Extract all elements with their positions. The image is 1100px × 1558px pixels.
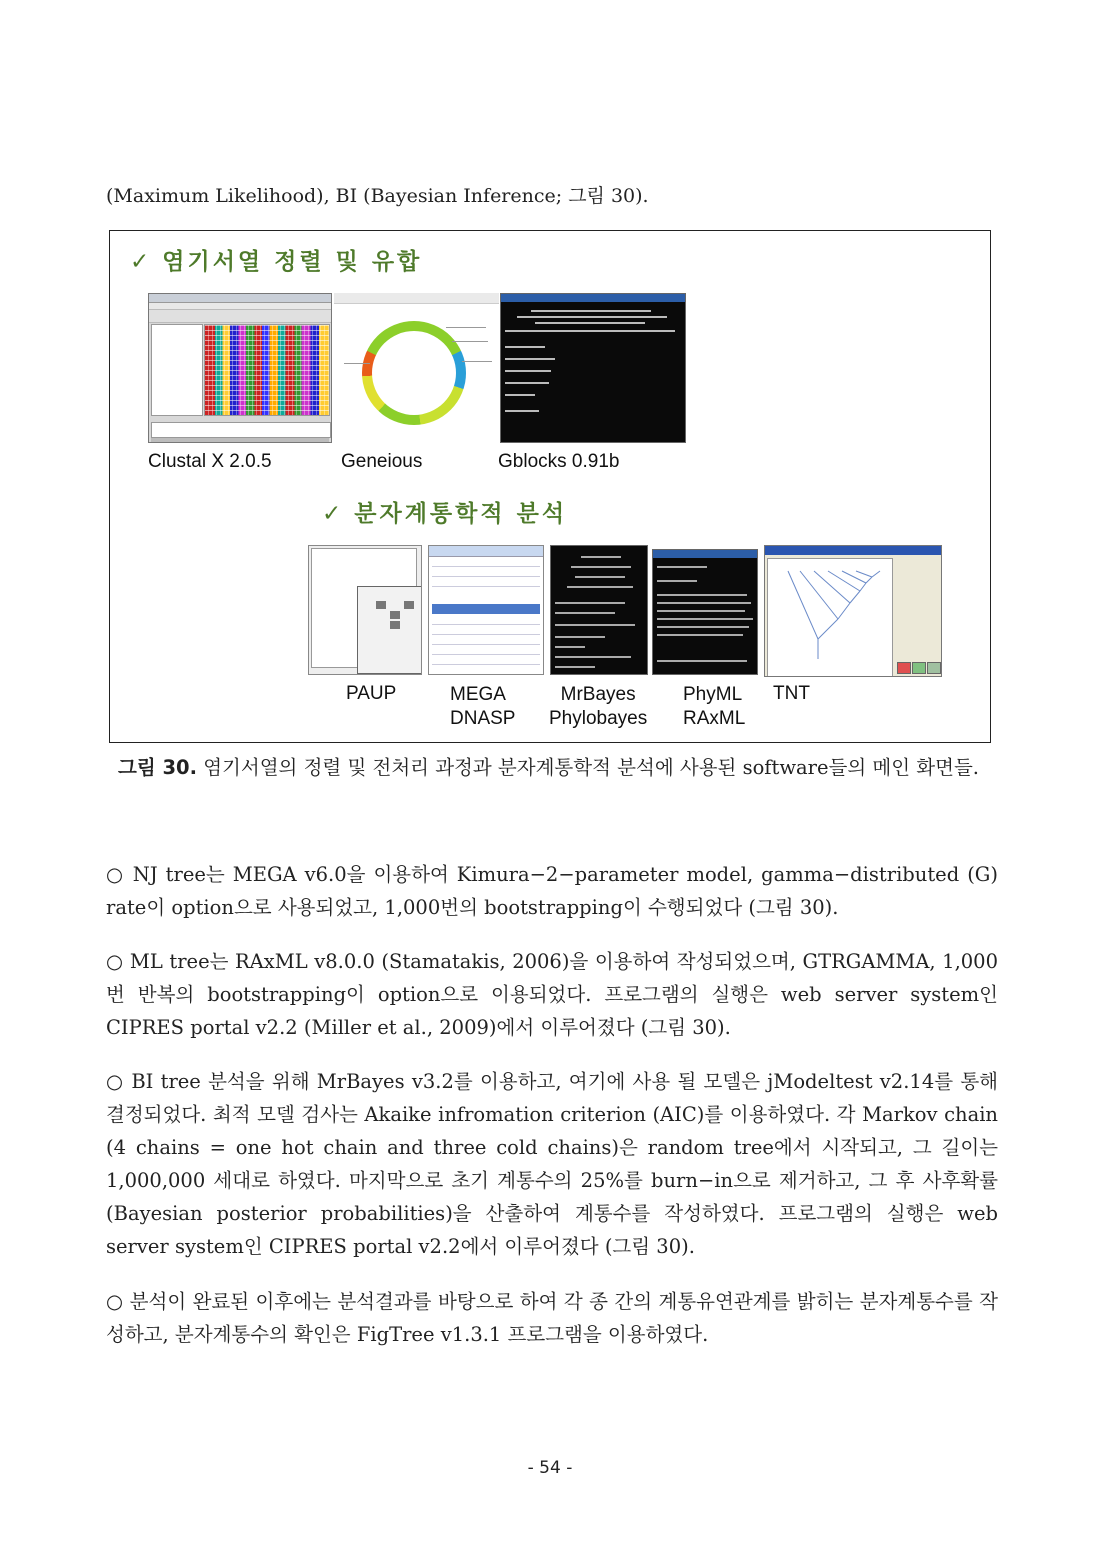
section2-title: 분자계통학적 분석 [354,501,568,527]
page-number: - 54 - [527,1458,573,1478]
tree-diagram [768,559,892,677]
label-raxml: RAxML [683,708,746,729]
tnt-screenshot [764,545,942,677]
label-geneious: Geneious [341,451,423,472]
caption-text: 염기서열의 정렬 및 전처리 과정과 분자계통학적 분석에 사용된 software들의 메인 화면들. [197,756,979,779]
label-phylobayes: Phylobayes [549,708,648,729]
geneious-screenshot [334,293,499,443]
label-mrbayes: MrBayes [560,684,636,705]
label-mega: MEGA [450,684,506,705]
label-mega-dnasp [450,683,515,731]
section2-heading [322,495,567,528]
mega-screenshot [428,545,544,675]
label-gblocks: Gblocks 0.91b [498,451,620,472]
paragraph-phylogeny: ○ 분석이 완료된 이후에는 분석결과를 바탕으로 하여 각 종 간의 계통유연관계를 밝히는 분자계통수를 작성하고, 분자계통수의 확인은 FigTree v1.3.1 프로그램을 이용하였다. [106,1290,998,1346]
paragraph-nj-tree: ○ NJ tree는 MEGA v6.0을 이용하여 Kimura−2−parameter model, gamma−distributed (G) rate이 option으로 사용되었고, 1,000번의 bootstrapping이 수행되었다 (그림 30). [106,863,998,919]
figure-30 [109,230,991,743]
label-dnasp: DNASP [450,708,516,729]
figure-caption [118,753,988,783]
section1-heading [130,243,422,276]
mrbayes-screenshot [550,545,648,675]
phyml-screenshot [652,549,758,675]
label-phyml: PhyML [683,684,743,705]
label-clustal: Clustal X 2.0.5 [148,451,272,472]
intro-line: (Maximum Likelihood), BI (Bayesian Inference; 그림 30). [106,185,649,207]
check-icon: ✓ [322,501,345,527]
clustal-screenshot [148,293,332,443]
gblocks-screenshot [500,293,686,443]
label-paup: PAUP [346,683,397,704]
check-icon: ✓ [130,249,153,275]
plasmid-map [362,321,466,425]
paragraph-ml-tree: ○ ML tree는 RAxML v8.0.0 (Stamatakis, 2006)을 이용하여 작성되었으며, GTRGAMMA, 1,000번 반복의 bootstrapping이 option으로 이용되었다. 프로그램의 실행은 web server system인 CIPRES portal v2.2 (Miller et al., 2009)에서 이루어졌다 (그림 30). [106,950,998,1039]
label-mrbayes-phylobayes [549,683,647,731]
label-phyml-raxml [683,683,745,731]
label-tnt: TNT [773,683,810,704]
caption-number: 그림 30. [118,756,198,779]
paup-screenshot [308,545,422,675]
section1-title: 염기서열 정렬 및 유합 [162,249,423,275]
paragraph-bi-tree: ○ BI tree 분석을 위해 MrBayes v3.2를 이용하고, 여기에 사용 될 모델은 jModeltest v2.14를 통해 결정되었다. 최적 모델 검사는 Akaike infromation criterion (AIC)를 이용하였다. 각 Markov chain (4 chains = one hot chain and three cold chains)은 random tree에서 시작되고, 그 길이는 1,000,000 세대로 하였다. 마지막으로 초기 계통수의 25%를 burn−in으로 제거하고, 그 후 사후확률 (Bayesian posterior probabilities)을 산출하여 계통수를 작성하였다. 프로그램의 실행은 web server system인 CIPRES portal v2.2에서 이루어졌다 (그림 30). [106,1070,998,1258]
